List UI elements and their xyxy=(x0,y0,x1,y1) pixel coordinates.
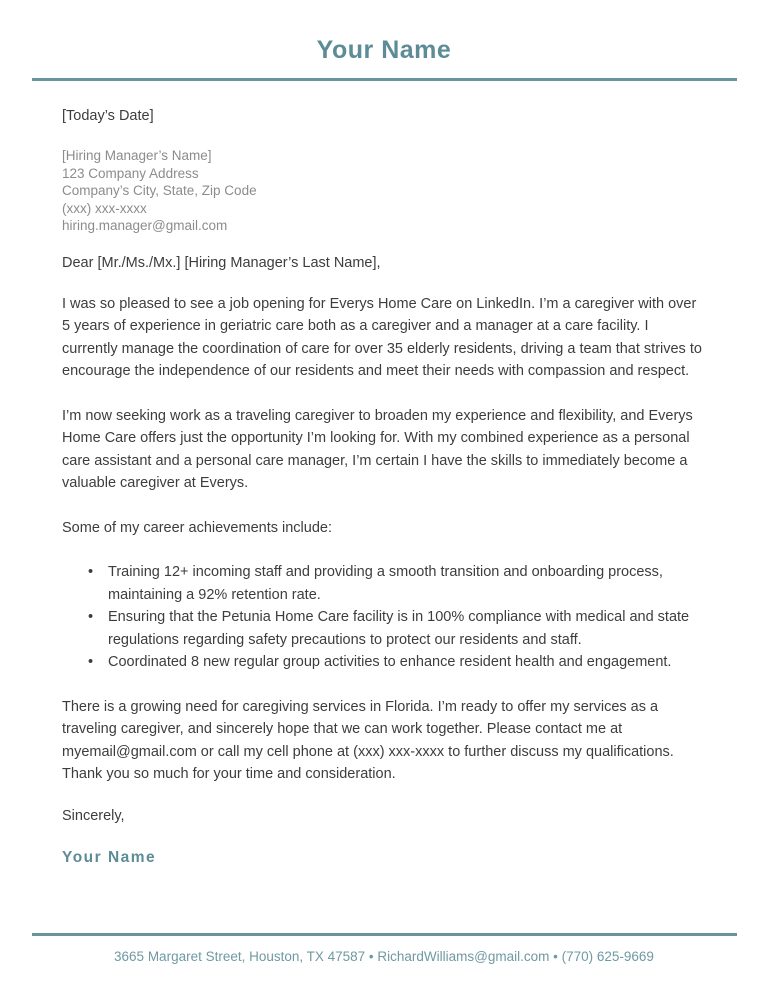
paragraph-achievements-lead: Some of my career achievements include: xyxy=(62,519,332,536)
recipient-email: hiring.manager@gmail.com xyxy=(62,218,228,233)
bullet-icon xyxy=(88,606,108,651)
footer-contact-line: 3665 Margaret Street, Houston, TX 47587 • RichardWilliams@gmail.com • (770) 625-9669 xyxy=(114,949,654,964)
recipient-block xyxy=(62,147,706,235)
paragraph-closing-pitch: There is a growing need for caregiving services in Florida. I’m ready to offer my services as a traveling caregiver, and sincerely hope that we can work together. Please contact me at myemail@gmail.com or call my cell phone at (xxx) xxx-xxxx to further discuss my qualifications. Thank you so much for your time and consideration. xyxy=(62,698,674,782)
list-item-text: Ensuring that the Petunia Home Care facility is in 100% compliance with medical and state regulations regarding safety precautions to protect our residents and staff. xyxy=(108,609,690,648)
page-title: Your Name xyxy=(316,36,452,64)
list-item xyxy=(62,651,706,674)
header-divider xyxy=(32,78,737,81)
bullet-icon xyxy=(88,651,108,674)
achievements-list xyxy=(62,561,706,674)
paragraph-intro: I was so pleased to see a job opening for Everys Home Care on LinkedIn. I’m a caregiver with over 5 years of experience in geriatric care both as a caregiver and a manager at a care facility. I currently manage the coordination of care for over 35 elderly residents, driving a team that strives to encourage the independence of our residents and meet their needs with compassion and respect. xyxy=(62,295,702,379)
signature-name: Your Name xyxy=(62,848,157,866)
recipient-name: [Hiring Manager’s Name] xyxy=(62,148,212,163)
letter-body xyxy=(0,108,768,867)
list-item xyxy=(62,561,706,606)
list-item-text: Training 12+ incoming staff and providing a smooth transition and onboarding process, maintaining a 92% retention rate. xyxy=(108,564,663,603)
bullet-icon xyxy=(88,561,108,606)
letter-header xyxy=(0,0,768,81)
closing-line: Sincerely, xyxy=(62,807,125,824)
footer-divider xyxy=(32,933,737,936)
list-item-text: Coordinated 8 new regular group activities to enhance resident health and engagement. xyxy=(108,654,672,670)
date-line: [Today’s Date] xyxy=(62,108,154,124)
recipient-city-line: Company’s City, State, Zip Code xyxy=(62,183,257,198)
paragraph-seeking: I’m now seeking work as a traveling caregiver to broaden my experience and flexibility, and Everys Home Care offers just the opportunity I’m looking for. With my combined experience as a personal care assistant and a personal care manager, I’m certain I have the skills to immediately become a valuable caregiver at Everys. xyxy=(62,407,693,491)
list-item xyxy=(62,606,706,651)
recipient-address: 123 Company Address xyxy=(62,165,199,181)
page-footer xyxy=(0,920,768,964)
salutation-line: Dear [Mr./Ms./Mx.] [Hiring Manager’s Last Name], xyxy=(62,254,381,271)
recipient-phone: (xxx) xxx-xxxx xyxy=(62,200,147,216)
